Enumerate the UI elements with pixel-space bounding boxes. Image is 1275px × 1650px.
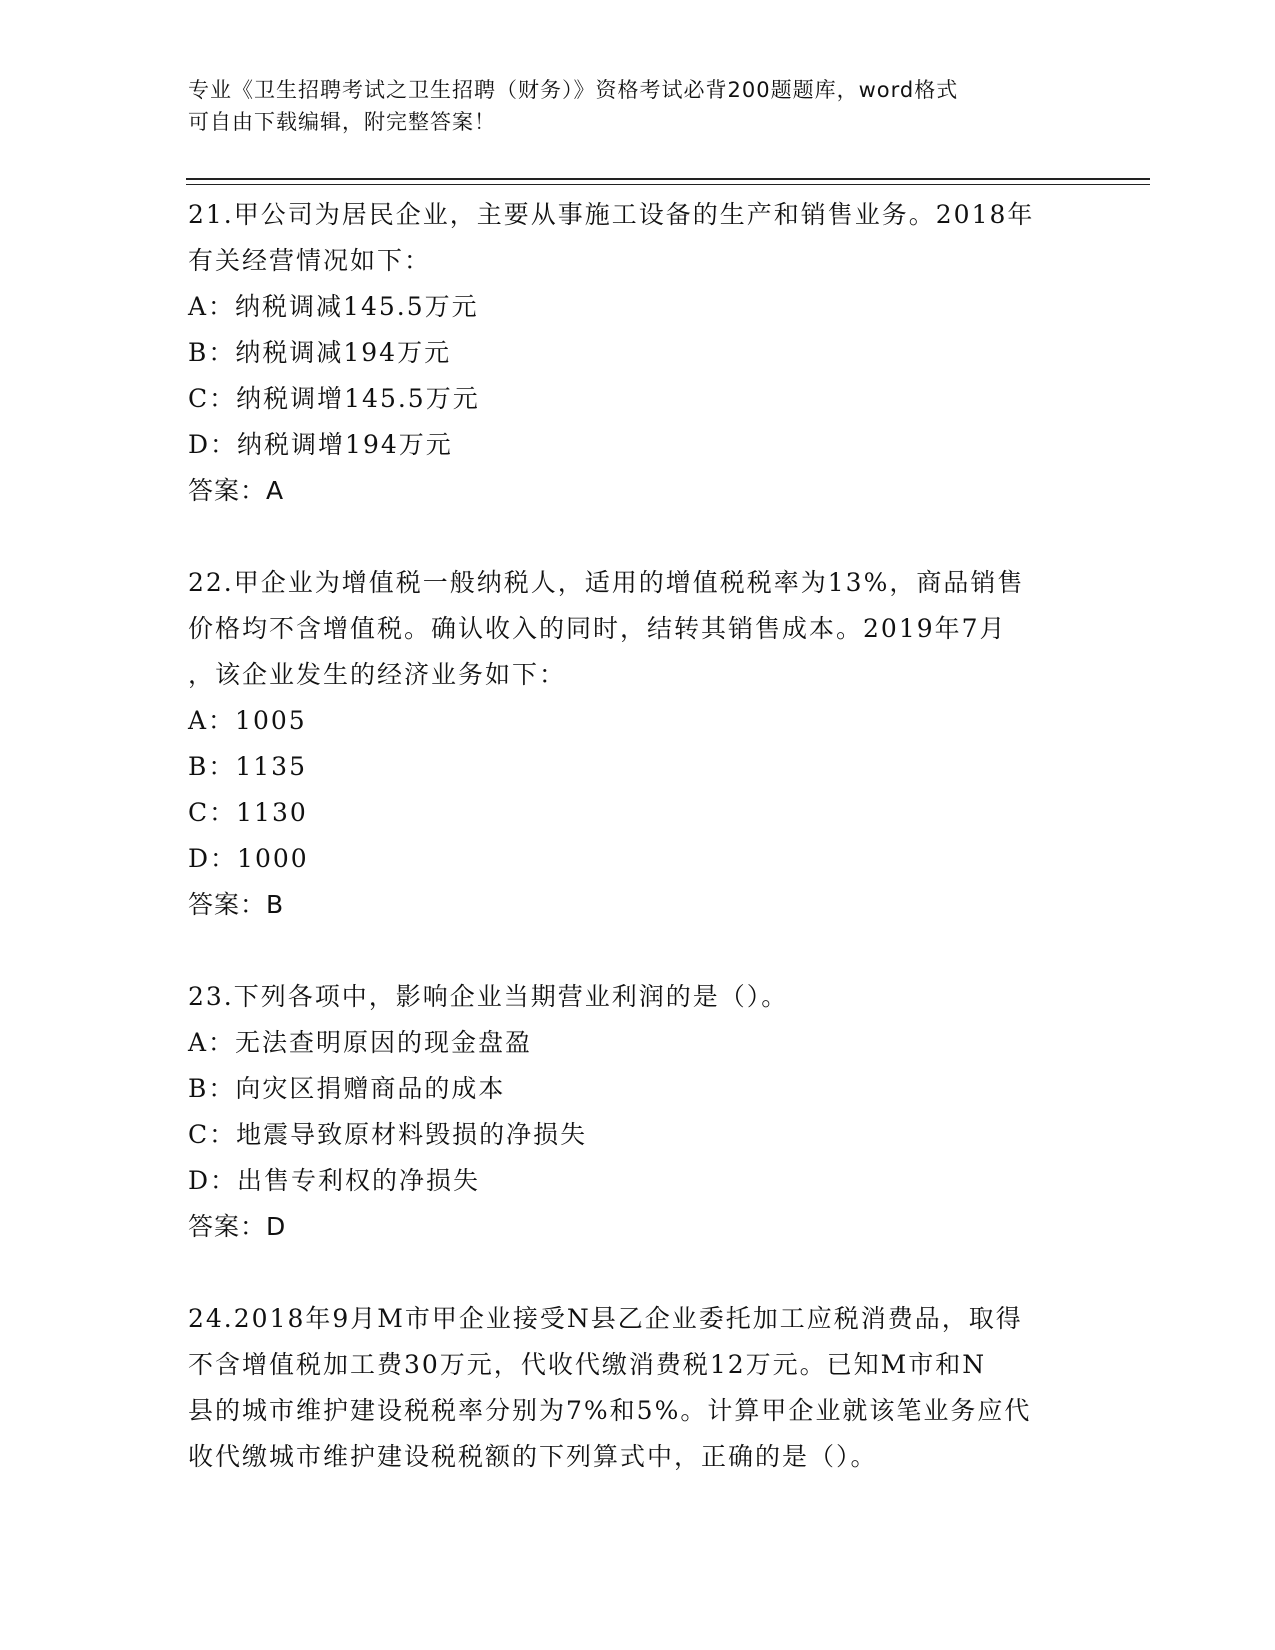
question-23 [188,974,1088,1250]
question-24 [188,1296,1088,1480]
header-divider-thin [186,184,1150,185]
option-c: C：地震导致原材料毁损的净损失 [188,1120,588,1149]
question-stem: 21.甲公司为居民企业，主要从事施工设备的生产和销售业务。2018年 [188,200,1035,229]
option-d: D：纳税调增194万元 [188,430,453,459]
option-a: A：1005 [188,706,307,735]
option-c: C：1130 [188,798,308,827]
question-stem: 价格均不含增值税。确认收入的同时，结转其销售成本。2019年7月 [188,614,1007,643]
question-stem: ，该企业发生的经济业务如下： [188,660,567,689]
question-21 [188,192,1088,514]
answer-line: 答案：B [188,890,285,919]
option-d: D：1000 [188,844,309,873]
question-22 [188,560,1088,928]
header-line: 可自由下载编辑，附完整答案！ [188,110,496,134]
header-divider [186,178,1150,180]
question-spacer [188,514,1088,560]
option-a: A：无法查明原因的现金盘盈 [188,1028,533,1057]
option-b: B：向灾区捐赠商品的成本 [188,1074,506,1103]
document-header [188,74,1068,138]
header-line: 专业《卫生招聘考试之卫生招聘（财务）》资格考试必背200题题库，word格式 [188,78,959,102]
question-spacer [188,1250,1088,1296]
answer-line: 答案：D [188,1212,287,1241]
answer-line: 答案：A [188,476,285,505]
question-stem: 22.甲企业为增值税一般纳税人，适用的增值税税率为13%，商品销售 [188,568,1025,597]
question-stem: 不含增值税加工费30万元，代收代缴消费税12万元。已知M市和N [188,1350,987,1379]
question-stem: 23.下列各项中，影响企业当期营业利润的是（）。 [188,982,789,1011]
option-a: A：纳税调减145.5万元 [188,292,479,321]
question-list [188,192,1088,1480]
question-stem: 24.2018年9月M市甲企业接受N县乙企业委托加工应税消费品，取得 [188,1304,1023,1333]
question-spacer [188,928,1088,974]
question-stem: 有关经营情况如下： [188,246,432,275]
option-b: B：纳税调减194万元 [188,338,452,367]
option-b: B：1135 [188,752,307,781]
option-d: D：出售专利权的净损失 [188,1166,481,1195]
question-stem: 县的城市维护建设税税率分别为7%和5%。计算甲企业就该笔业务应代 [188,1396,1032,1425]
question-stem: 收代缴城市维护建设税税额的下列算式中，正确的是（）。 [188,1442,878,1471]
option-c: C：纳税调增145.5万元 [188,384,480,413]
